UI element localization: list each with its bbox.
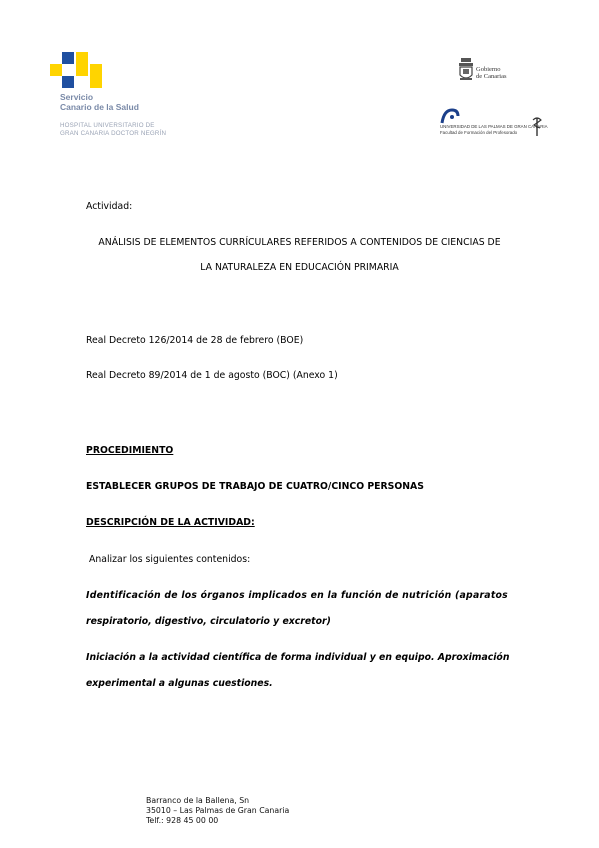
content-2-line1: Iniciación a la actividad científica de forma individual y en equipo. Aproximación — [86, 652, 510, 663]
decree-1: Real Decreto 126/2014 de 28 de febrero (BOE) — [86, 335, 304, 346]
activity-title-line2: LA NATURALEZA EN EDUCACIÓN PRIMARIA — [200, 262, 399, 273]
ulpgc-name-line1: UNIVERSIDAD DE LAS PALMAS DE GRAN CANARIA — [440, 124, 548, 129]
content-2-line2: experimental a algunas cuestiones. — [86, 678, 273, 689]
org-name — [60, 92, 139, 112]
org-name-line2: Canario de la Salud — [60, 102, 139, 112]
activity-label: Actividad: — [86, 201, 133, 212]
activity-title-line1: ANÁLISIS DE ELEMENTOS CURRÍCULARES REFERIDOS A CONTENIDOS DE CIENCIAS DE — [98, 237, 501, 248]
procedure-heading: PROCEDIMIENTO — [86, 445, 174, 456]
content-1-line2: respiratorio, digestivo, circulatorio y excretor) — [86, 616, 331, 627]
content-1-line1: Identificación de los órganos implicados en la función de nutrición (aparatos — [86, 590, 508, 601]
gov-name-line1: Gobierno — [476, 66, 501, 73]
staff-emblem-icon — [531, 116, 543, 136]
hospital-name-line1: HOSPITAL UNIVERSITARIO DE — [60, 122, 155, 129]
scs-logo — [50, 52, 210, 142]
groups-instruction: ESTABLECER GRUPOS DE TRABAJO DE CUATRO/CINCO PERSONAS — [86, 481, 424, 492]
description-heading: DESCRIPCIÓN DE LA ACTIVIDAD: — [86, 517, 255, 528]
gobierno-canarias-logo — [458, 58, 528, 88]
address-line2: 35010 – Las Palmas de Gran Canaria — [146, 806, 290, 815]
ulpgc-logo — [436, 108, 548, 140]
gov-name-line2: de Canarias — [476, 73, 507, 80]
ulpgc-faculty-line: Facultad de Formación del Profesorado — [440, 130, 518, 135]
hospital-name-line2: GRAN CANARIA DOCTOR NEGRÍN — [60, 130, 167, 137]
org-name-line1: Servicio — [60, 92, 94, 102]
ulpgc-emblem-icon — [440, 108, 460, 124]
phone-number: Telf.: 928 45 00 00 — [146, 816, 219, 825]
coat-of-arms-icon — [458, 58, 474, 82]
decree-2: Real Decreto 89/2014 de 1 de agosto (BOC) (Anexo 1) — [86, 370, 338, 381]
address-line1: Barranco de la Ballena, Sn — [146, 796, 250, 805]
analyze-text: Analizar los siguientes contenidos: — [89, 554, 251, 565]
hospital-name — [60, 122, 166, 138]
